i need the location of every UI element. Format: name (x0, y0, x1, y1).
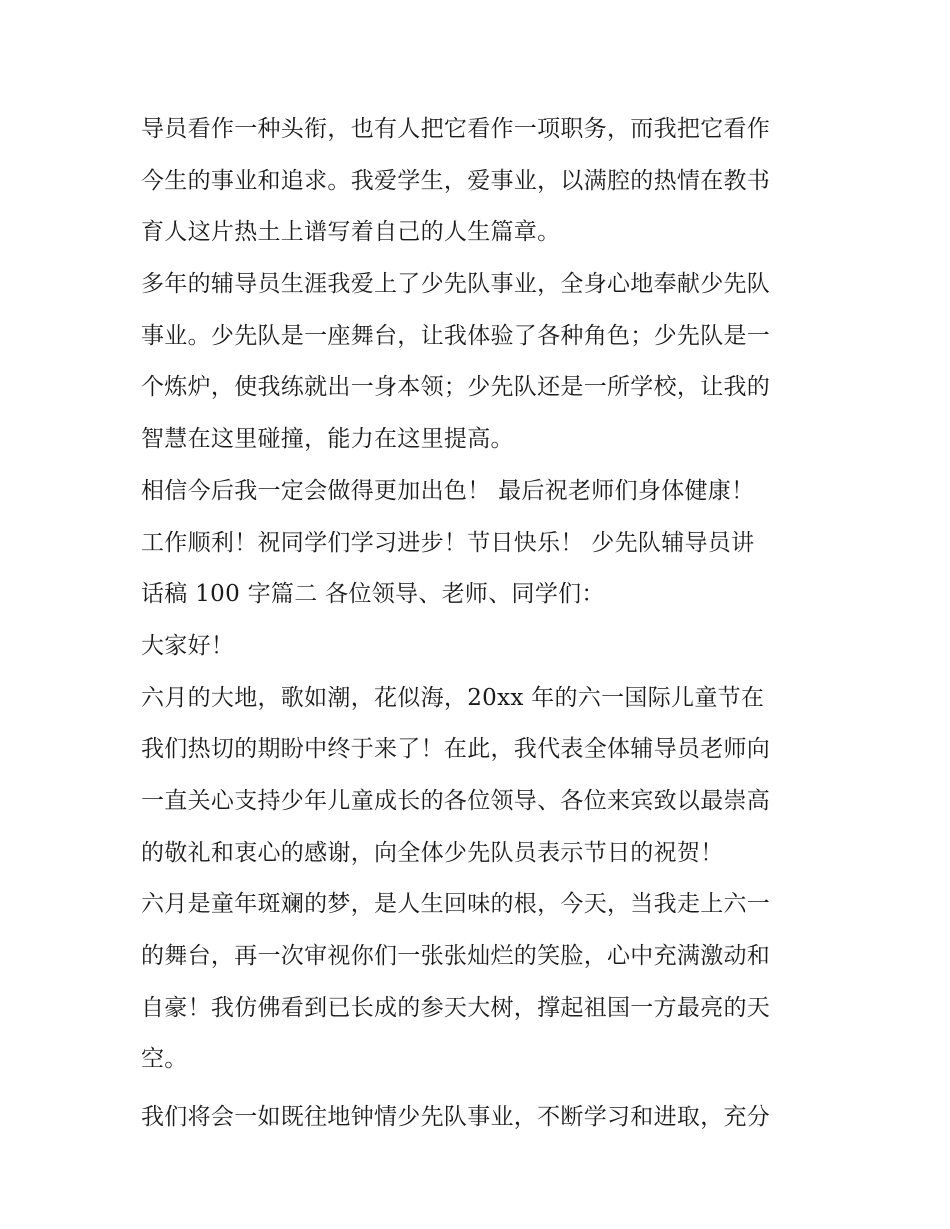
text-line: 话稿 100 字篇二 各位领导、老师、同学们： (141, 581, 605, 608)
text-line: 六月的大地，歌如潮，花似海，20xx 年的六一国际儿童节在 (141, 684, 765, 711)
text-line: 个炼炉，使我练就出一身本领；少先队还是一所学校，让我的 (141, 374, 771, 401)
text-line: 我们将会一如既往地钟情少先队事业，不断学习和进取，充分 (141, 1104, 771, 1131)
text-line: 的舞台，再一次审视你们一张张灿烂的笑脸，心中充满激动和 (141, 943, 771, 969)
text-line: 工作顺利！祝同学们学习进步！节日快乐！ 少先队辅导员讲 (141, 529, 755, 556)
text-line: 今生的事业和追求。我爱学生，爱事业，以满腔的热情在教书 (141, 167, 771, 194)
text-line: 我们热切的期盼中终于来了！在此，我代表全体辅导员老师向 (141, 736, 771, 763)
text-line: 六月是童年斑斓的梦，是人生回味的根，今天，当我走上六一 (141, 891, 771, 918)
text-line: 大家好！ (141, 632, 235, 659)
text-line: 相信今后我一定会做得更加出色！ 最后祝老师们身体健康！ (141, 477, 755, 504)
text-line: 自豪！我仿佛看到已长成的参天大树，撑起祖国一方最亮的天 (141, 994, 771, 1021)
text-line: 育人这片热土上谱写着自己的人生篇章。 (141, 219, 561, 246)
text-line: 的敬礼和衷心的感谢，向全体少先队员表示节日的祝贺！ (141, 839, 724, 866)
text-line: 空。 (141, 1046, 188, 1073)
text-line: 智慧在这里碰撞，能力在这里提高。 (141, 426, 514, 453)
text-line: 一直关心支持少年儿童成长的各位领导、各位来宾致以最崇高 (141, 787, 771, 814)
body-text (141, 104, 821, 1144)
text-line: 多年的辅导员生涯我爱上了少先队事业，全身心地奉献少先队 (141, 271, 771, 298)
text-line: 导员看作一种头衔，也有人把它看作一项职务，而我把它看作 (141, 116, 771, 142)
text-line: 事业。少先队是一座舞台，让我体验了各种角色；少先队是一 (141, 322, 771, 349)
